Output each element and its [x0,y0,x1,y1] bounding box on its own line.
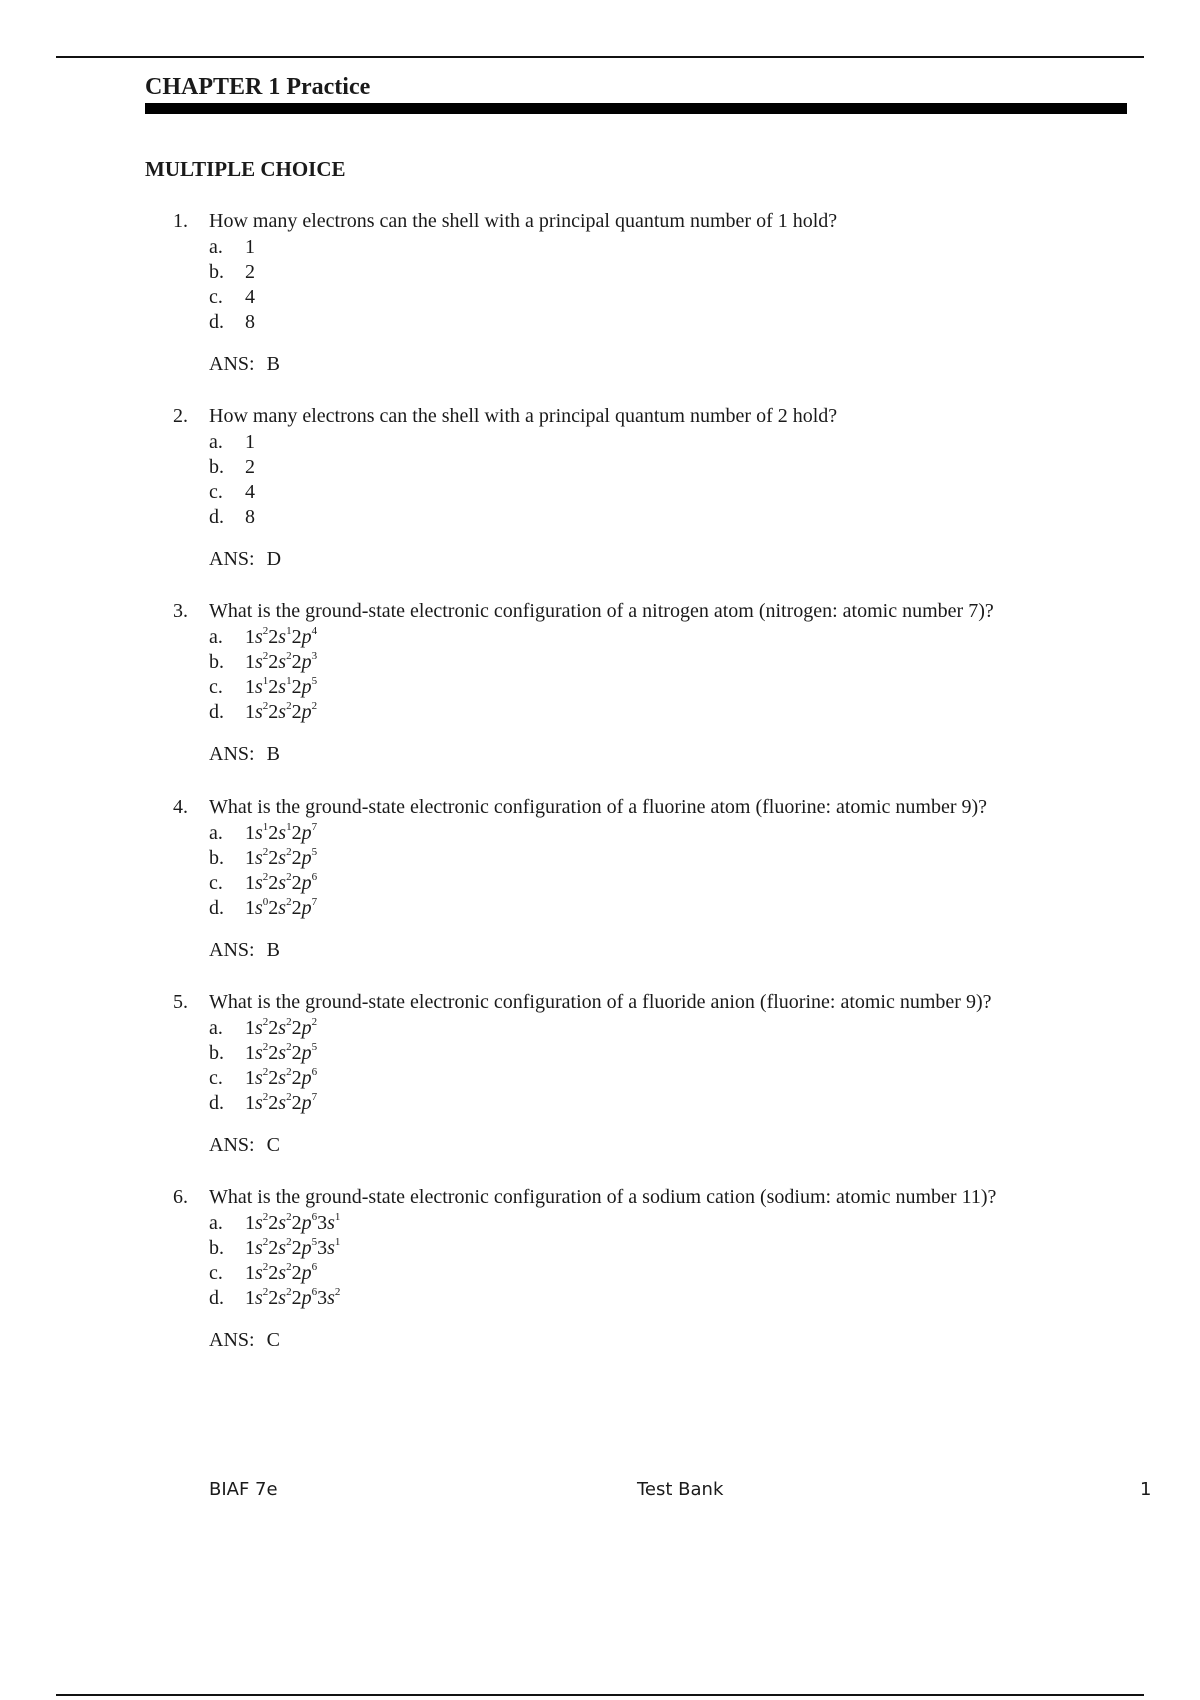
option-letter: c. [209,676,223,698]
answer-value: B [266,743,280,765]
option-d [209,1092,317,1117]
option-letter: d. [209,1287,224,1309]
question-4 [0,796,1200,976]
option-letter: c. [209,1067,223,1089]
option-a [209,431,255,456]
option-letter: d. [209,897,224,919]
option-a [209,626,317,651]
question-number: 3. [173,600,188,622]
page-number: 1 [1140,1479,1152,1500]
answer-value: C [266,1329,280,1351]
option-d [209,1287,340,1312]
answer-line [209,548,281,571]
question-2 [0,405,1200,585]
option-letter: c. [209,872,223,894]
option-letter: b. [209,847,224,869]
electron-configuration: $1s^22s^22p^5$ [245,846,318,869]
electron-configuration: $1s^22s^22p^5$ [245,1041,318,1064]
option-letter: b. [209,1042,224,1064]
electron-configuration: $1s^02s^22p^7$ [245,896,318,919]
option-c [209,286,255,311]
option-text: 1 [245,236,255,258]
electron-configuration: $1s^22s^22p^3$ [245,650,318,673]
electron-configuration: $1s^22s^22p^2$ [245,1016,318,1039]
option-text: 2 [245,456,255,478]
option-c [209,676,317,701]
option-a [209,1017,317,1042]
answer-label: ANS: [209,743,255,765]
option-text: 4 [245,286,255,308]
answer-value: C [266,1134,280,1156]
option-c [209,1067,317,1092]
option-letter: d. [209,701,224,723]
question-5 [0,991,1200,1171]
option-d [209,311,255,336]
option-a [209,1212,340,1237]
option-c [209,481,255,506]
option-b [209,1237,340,1262]
top-rule [56,56,1144,58]
option-c [209,872,317,897]
answer-label: ANS: [209,939,255,961]
option-letter: d. [209,506,224,528]
electron-configuration: $1s^12s^12p^5$ [245,675,318,698]
option-b [209,261,255,286]
chapter-title: CHAPTER 1 Practice [145,74,371,100]
option-letter: c. [209,481,223,503]
option-letter: b. [209,456,224,478]
option-letter: b. [209,261,224,283]
option-letter: d. [209,311,224,333]
option-a [209,822,317,847]
answer-value: B [266,939,280,961]
electron-configuration: $1s^22s^22p^6$ [245,1261,318,1284]
option-letter: b. [209,651,224,673]
title-underline-bar [145,103,1127,114]
electron-configuration: $1s^22s^22p^2$ [245,700,318,723]
question-6 [0,1186,1200,1366]
electron-configuration: $1s^22s^12p^4$ [245,625,318,648]
option-text: 8 [245,506,255,528]
question-text: What is the ground-state electronic configuration of a fluoride anion (fluorine: atomic number 9)? [209,991,992,1013]
option-d [209,897,317,922]
option-letter: a. [209,1017,223,1039]
question-number: 2. [173,405,188,427]
option-text: 8 [245,311,255,333]
option-b [209,651,317,676]
electron-configuration: $1s^22s^22p^6$ [245,1066,318,1089]
answer-label: ANS: [209,353,255,375]
option-letter: a. [209,236,223,258]
answer-line [209,353,280,376]
option-text: 2 [245,261,255,283]
option-letter: c. [209,1262,223,1284]
question-text: What is the ground-state electronic configuration of a sodium cation (sodium: atomic number 11)? [209,1186,997,1208]
question-number: 1. [173,210,188,232]
answer-line [209,743,280,766]
question-number: 6. [173,1186,188,1208]
question-1 [0,210,1200,390]
option-b [209,456,255,481]
option-d [209,506,255,531]
option-letter: a. [209,626,223,648]
question-text: What is the ground-state electronic configuration of a nitrogen atom (nitrogen: atomic number 7)? [209,600,994,622]
bottom-rule [56,1694,1144,1696]
answer-value: D [266,548,282,570]
electron-configuration: $1s^22s^22p^63s^2$ [245,1286,341,1309]
option-letter: d. [209,1092,224,1114]
question-text: How many electrons can the shell with a principal quantum number of 2 hold? [209,405,838,427]
electron-configuration: $1s^22s^22p^6$ [245,871,318,894]
option-text: 1 [245,431,255,453]
footer-book-code: BIAF 7e [209,1479,278,1500]
answer-line [209,1329,280,1352]
electron-configuration: $1s^22s^22p^7$ [245,1091,318,1114]
option-letter: b. [209,1237,224,1259]
answer-line [209,939,280,962]
electron-configuration: $1s^22s^22p^63s^1$ [245,1211,341,1234]
electron-configuration: $1s^22s^22p^53s^1$ [245,1236,341,1259]
question-number: 4. [173,796,188,818]
section-heading: MULTIPLE CHOICE [145,157,346,181]
question-text: How many electrons can the shell with a principal quantum number of 1 hold? [209,210,838,232]
footer-title: Test Bank [637,1479,724,1500]
question-text: What is the ground-state electronic configuration of a fluorine atom (fluorine: atomic number 9)? [209,796,988,818]
option-letter: c. [209,286,223,308]
electron-configuration: $1s^12s^12p^7$ [245,821,318,844]
answer-label: ANS: [209,1329,255,1351]
answer-label: ANS: [209,548,255,570]
option-letter: a. [209,822,223,844]
option-a [209,236,255,261]
option-text: 4 [245,481,255,503]
answer-line [209,1134,280,1157]
question-number: 5. [173,991,188,1013]
option-letter: a. [209,1212,223,1234]
answer-value: B [266,353,280,375]
option-b [209,847,317,872]
option-b [209,1042,317,1067]
answer-label: ANS: [209,1134,255,1156]
option-d [209,701,317,726]
option-letter: a. [209,431,223,453]
question-3 [0,600,1200,780]
option-c [209,1262,317,1287]
